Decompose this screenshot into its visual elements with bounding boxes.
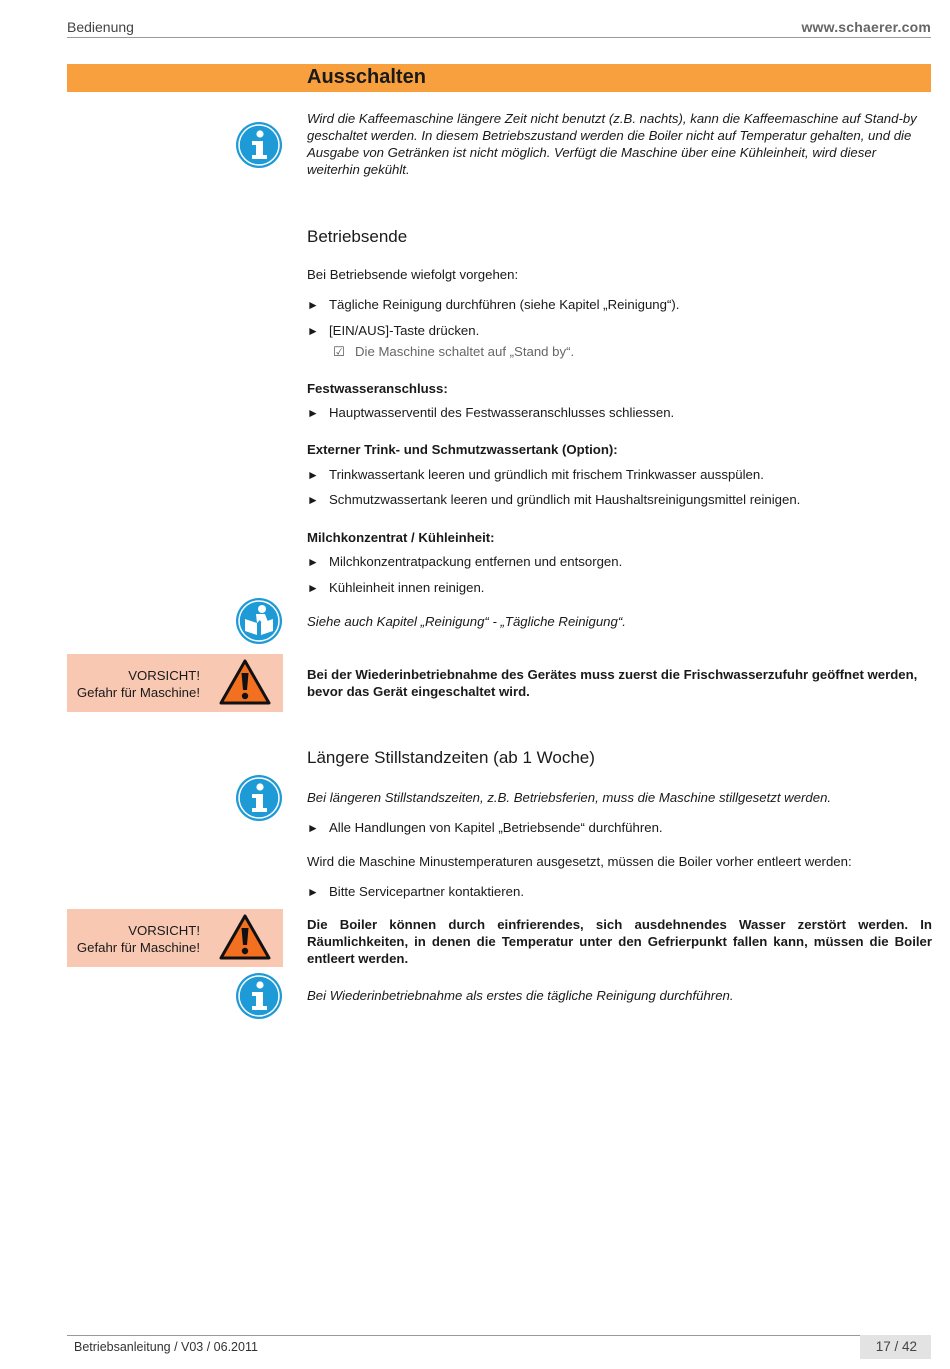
footer-document-version: Betriebsanleitung / V03 / 06.2011 [74, 1340, 258, 1354]
list-item: ► [EIN/AUS]-Taste drücken. [307, 323, 480, 338]
warning-label: Gefahr für Maschine! [76, 940, 200, 955]
tank-title: Externer Trink- und Schmutzwassertank (Option): [307, 442, 618, 457]
arrow-icon: ► [307, 555, 319, 569]
arrow-icon: ► [307, 885, 319, 899]
checkbox-icon: ☑ [333, 344, 345, 359]
fest-title: Festwasseranschluss: [307, 381, 448, 396]
warning-icon [219, 658, 271, 706]
info-icon [235, 121, 283, 169]
stillstand-info: Bei längeren Stillstandszeiten, z.B. Betriebsferien, muss die Maschine stillgesetzt werden. [307, 790, 832, 805]
section-banner [67, 64, 931, 92]
arrow-icon: ► [307, 406, 319, 420]
list-item: ► Milchkonzentratpackung entfernen und entsorgen. [307, 554, 623, 569]
header-chapter: Bedienung [67, 19, 134, 35]
arrow-icon: ► [307, 581, 319, 595]
footer-divider [67, 1335, 931, 1336]
warning-icon [219, 913, 271, 961]
final-info-text: Bei Wiederinbetriebnahme als erstes die tägliche Reinigung durchführen. [307, 988, 734, 1003]
list-item: ► Kühleinheit innen reinigen. [307, 580, 485, 595]
arrow-icon: ► [307, 468, 319, 482]
section-title: Ausschalten [307, 66, 426, 88]
header-divider [67, 37, 931, 38]
list-item: ► Schmutzwassertank leeren und gründlich mit Haushaltsreinigungsmittel reinigen. [307, 492, 801, 507]
warning-label: VORSICHT! [128, 923, 200, 938]
betriebsende-lead: Bei Betriebsende wiefolgt vorgehen: [307, 267, 519, 282]
arrow-icon: ► [307, 821, 319, 835]
list-item: ► Bitte Servicepartner kontaktieren. [307, 884, 524, 899]
arrow-icon: ► [307, 298, 319, 312]
warning-text: Bei der Wiederinbetriebnahme des Gerätes muss zuerst die Frischwasserzufuhr geöffnet werden, bevor das Gerät eingeschaltet wird. [307, 667, 918, 699]
warning-box [67, 909, 283, 967]
header-website: www.schaerer.com [801, 19, 931, 35]
warning-label: Gefahr für Maschine! [76, 685, 200, 700]
page-number: 17 / 42 [875, 1339, 917, 1354]
warning-label: VORSICHT! [128, 668, 200, 683]
arrow-icon: ► [307, 324, 319, 338]
see-also-text: Siehe auch Kapitel „Reinigung“ - „Tägliche Reinigung“. [307, 614, 626, 629]
stillstand-lead: Wird die Maschine Minustemperaturen ausgesetzt, müssen die Boiler vorher entleert werden: [307, 854, 852, 869]
info-icon [235, 774, 283, 822]
intro-text: Wird die Kaffeemaschine längere Zeit nicht benutzt (z.B. nachts), kann die Kaffeemaschine auf Stand-by geschaltet werden. In diesem Betriebszustand werden die Boiler nicht auf Temperatur gehalten, und die Ausgabe von Getränken ist nicht möglich. Verfügt die Maschine über eine Kühleinheit, wird dieser weiterhin gekühlt. [307, 111, 917, 177]
list-item: ► Hauptwasserventil des Festwasseranschlusses schliessen. [307, 405, 675, 420]
warning-text: Die Boiler können durch einfrierendes, sich ausdehnendes Wasser zerstört werden. In Räumlichkeiten, in denen die Temperatur unter den Gefrierpunkt fallen kann, müssen die Boiler entleert werden. [307, 917, 932, 966]
warning-box [67, 654, 283, 712]
manual-icon [235, 597, 283, 645]
list-item: ► Tägliche Reinigung durchführen (siehe Kapitel „Reinigung“). [307, 297, 680, 312]
arrow-icon: ► [307, 493, 319, 507]
milk-title: Milchkonzentrat / Kühleinheit: [307, 530, 495, 545]
list-item: ► Alle Handlungen von Kapitel „Betriebsende“ durchführen. [307, 820, 663, 835]
info-icon [235, 972, 283, 1020]
result-item: ☑ Die Maschine schaltet auf „Stand by“. [333, 344, 575, 359]
list-item: ► Trinkwassertank leeren und gründlich mit frischem Trinkwasser ausspülen. [307, 467, 764, 482]
stillstand-title: Längere Stillstandzeiten (ab 1 Woche) [307, 748, 595, 767]
betriebsende-title: Betriebsende [307, 227, 408, 246]
